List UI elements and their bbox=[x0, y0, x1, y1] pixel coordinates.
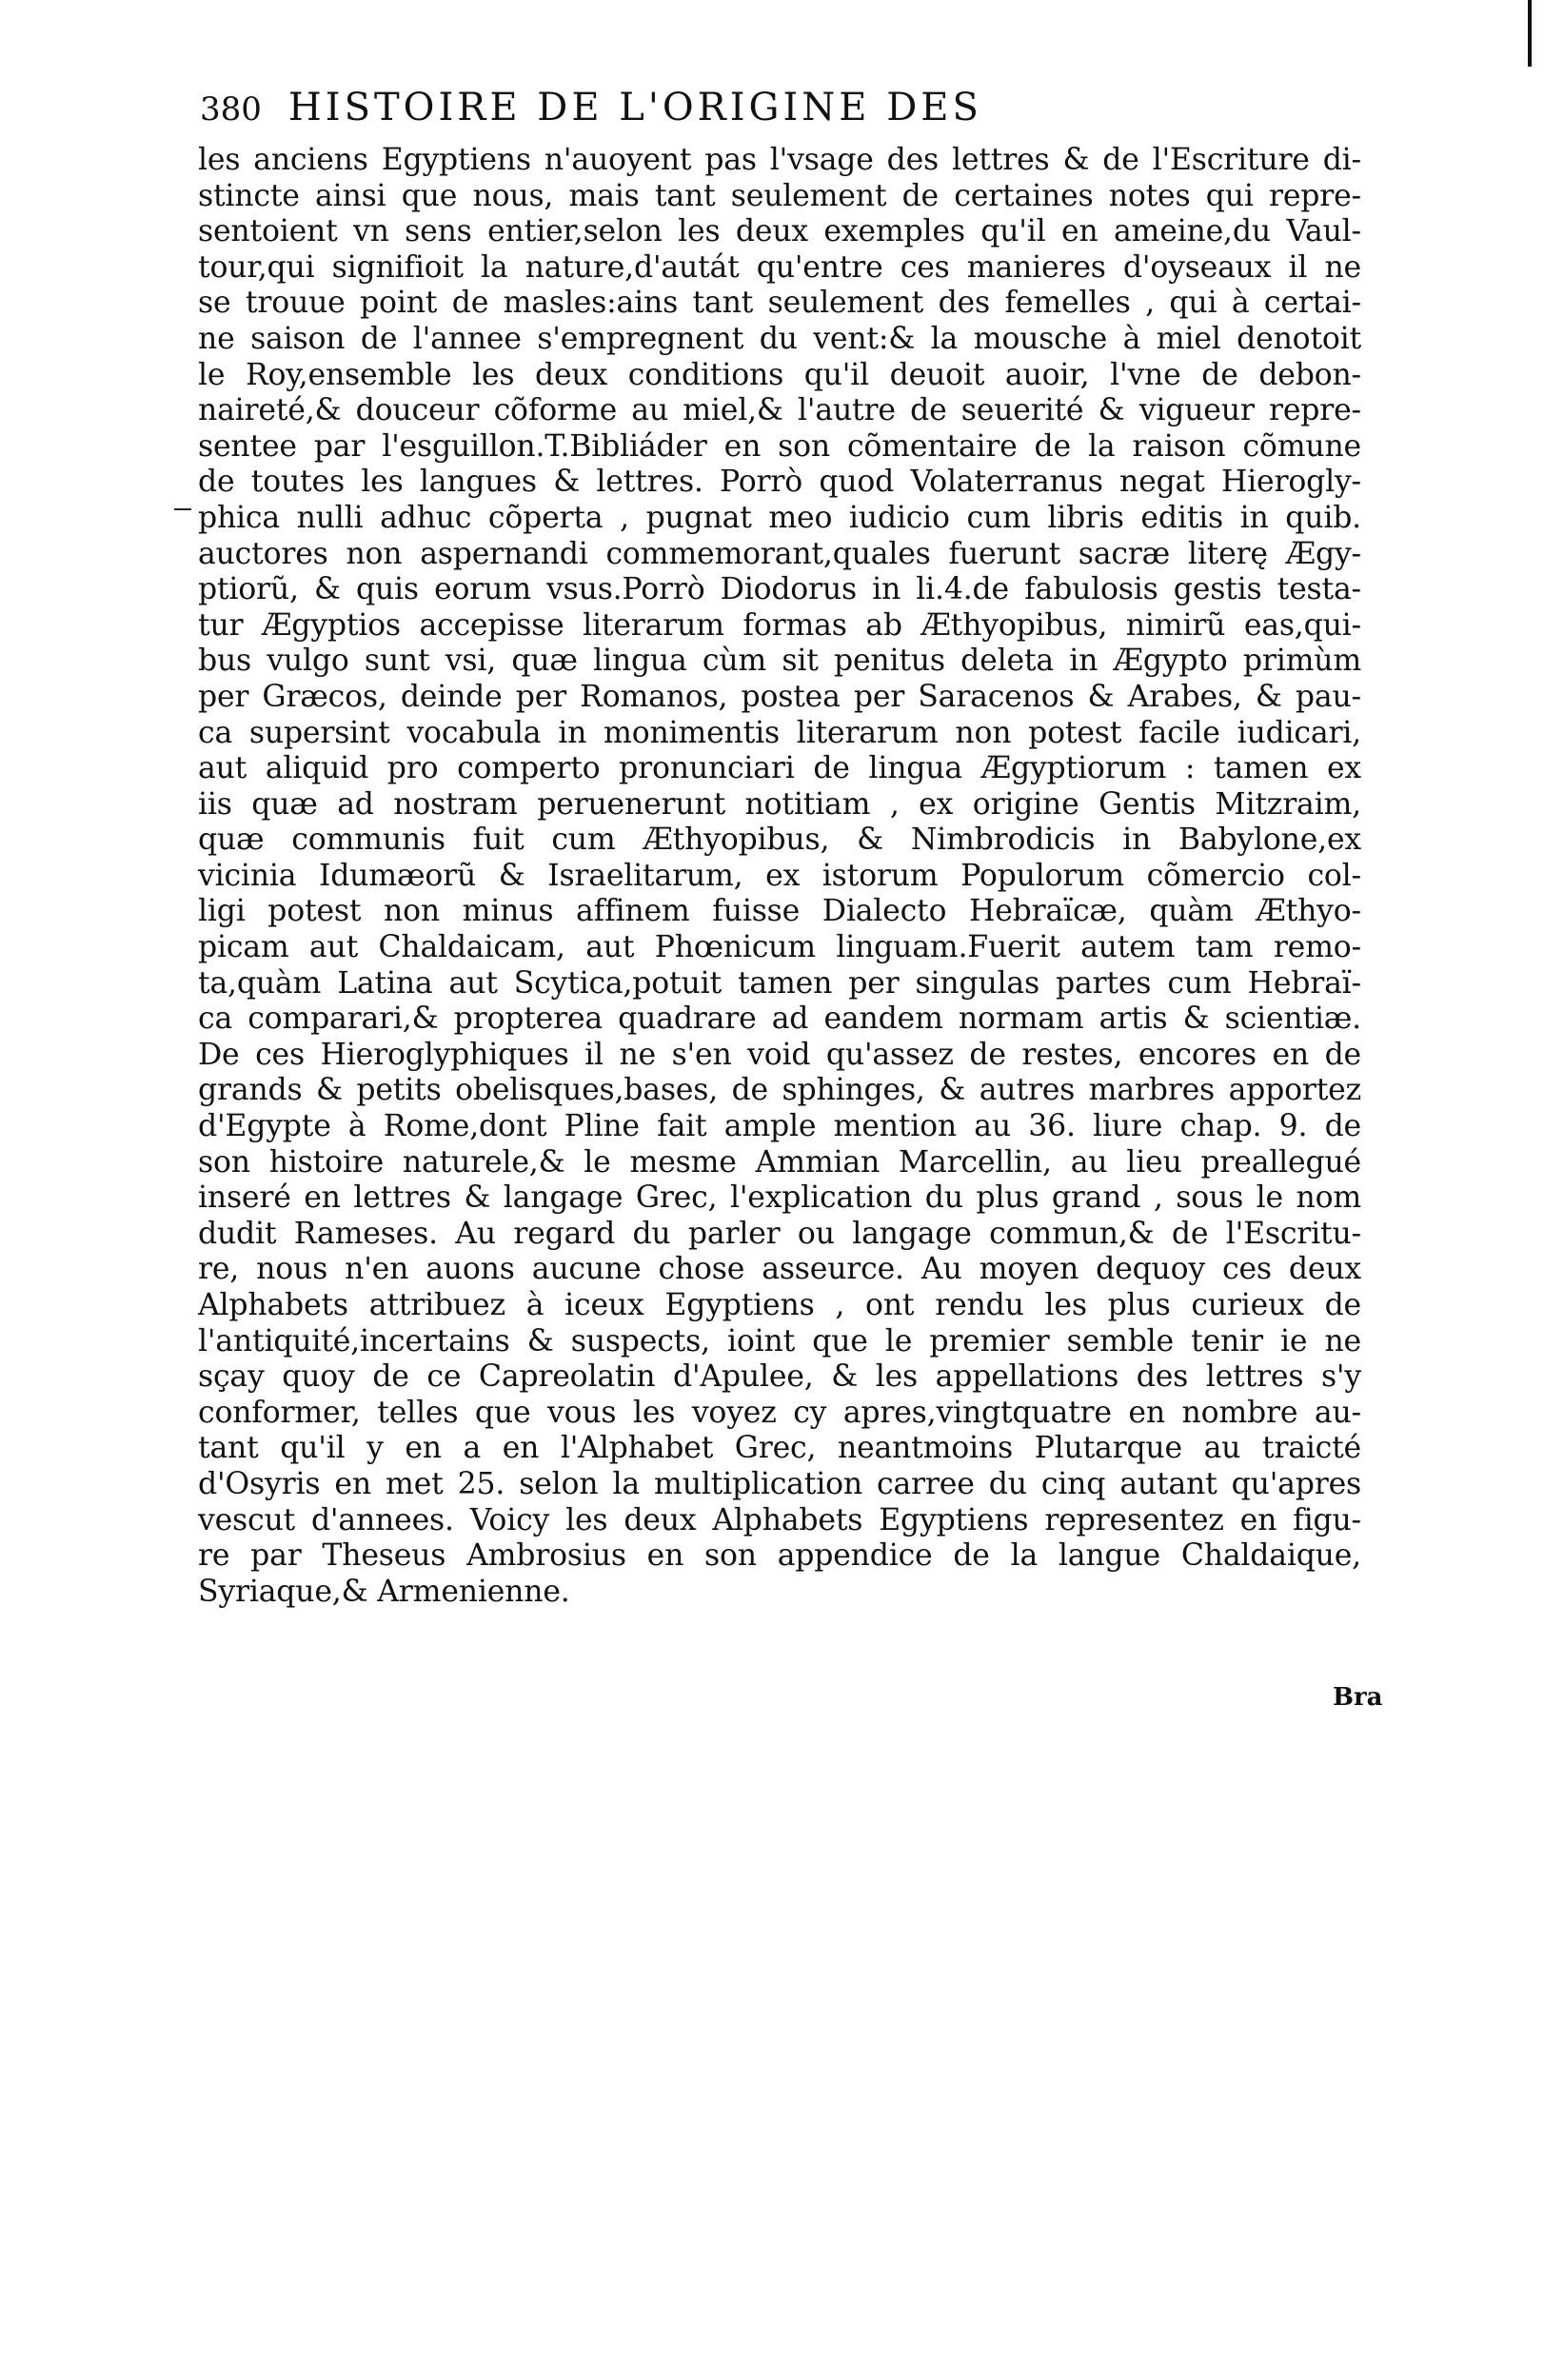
page-number: 380 bbox=[200, 90, 262, 129]
catchword: Bra bbox=[1333, 1683, 1383, 1712]
text-line: tour,qui signifioit la nature,d'autát qu'entre ces manieres d'oyseaux il ne bbox=[198, 249, 1361, 285]
text-line: ptiorũ, & quis eorum vsus.Porrò Diodorus in li.4.de fabulosis gestis testa- bbox=[198, 572, 1361, 607]
text-line: son histoire naturele,& le mesme Ammian Marcellin, au lieu preallegué bbox=[198, 1144, 1361, 1180]
running-header bbox=[200, 86, 1366, 133]
text-line: tur Ægyptios accepisse literarum formas ab Æthyopibus, nimirũ eas,qui- bbox=[198, 607, 1361, 643]
margin-mark bbox=[174, 508, 191, 510]
page-edge-rule bbox=[1528, 0, 1532, 67]
text-line: aut aliquid pro comperto pronunciari de lingua Ægyptiorum : tamen ex bbox=[198, 751, 1361, 786]
text-line: d'Egypte à Rome,dont Pline fait ample mention au 36. liure chap. 9. de bbox=[198, 1109, 1361, 1144]
text-line: inseré en lettres & langage Grec, l'explication du plus grand , sous le nom bbox=[198, 1180, 1361, 1216]
text-line: re, nous n'en auons aucune chose asseurce. Au moyen dequoy ces deux bbox=[198, 1252, 1361, 1287]
text-line: Alphabets attribuez à iceux Egyptiens , ont rendu les plus curieux de bbox=[198, 1288, 1361, 1322]
text-line: sentee par l'esguillon.T.Bibliáder en son cõmentaire de la raison cõmune bbox=[198, 428, 1361, 464]
text-line: dudit Rameses. Au regard du parler ou langage commun,& de l'Escritu- bbox=[198, 1216, 1361, 1251]
text-line: les anciens Egyptiens n'auoyent pas l'vsage des lettres & de l'Escriture di- bbox=[198, 143, 1361, 177]
text-line: re par Theseus Ambrosius en son appendice de la langue Chaldaique, bbox=[198, 1538, 1361, 1574]
text-line: sentoient vn sens entier,selon les deux exemples qu'il en ameine,du Vaul- bbox=[198, 214, 1361, 249]
text-line: ligi potest non minus affinem fuisse Dialecto Hebraïcæ, quàm Æthyo- bbox=[198, 894, 1361, 929]
text-line: ne saison de l'annee s'empregnent du vent:& la mousche à miel denotoit bbox=[198, 321, 1361, 356]
body-text bbox=[198, 143, 1361, 1610]
text-line: d'Osyris en met 25. selon la multiplication carree du cinq autant qu'apres bbox=[198, 1466, 1361, 1501]
text-line: auctores non aspernandi commemorant,quales fuerunt sacræ literę Ægy- bbox=[198, 536, 1361, 571]
text-line: per Græcos, deinde per Romanos, postea per Saracenos & Arabes, & pau- bbox=[198, 679, 1361, 714]
text-line: quæ communis fuit cum Æthyopibus, & Nimbrodicis in Babylone,ex bbox=[198, 823, 1361, 858]
text-line: naireté,& douceur cõforme au miel,& l'autre de seuerité & vigueur repre- bbox=[198, 393, 1361, 428]
text-line: conformer, telles que vous les voyez cy apres,vingtquatre en nombre au- bbox=[198, 1395, 1361, 1430]
text-line: de toutes les langues & lettres. Porrò quod Volaterranus negat Hierogly- bbox=[198, 465, 1361, 500]
text-line: se trouue point de masles:ains tant seulement des femelles , qui à certai- bbox=[198, 286, 1361, 321]
text-line: le Roy,ensemble les deux conditions qu'il deuoit auoir, l'vne de debon- bbox=[198, 357, 1361, 392]
text-line: Syriaque,& Armenienne. bbox=[198, 1574, 570, 1609]
text-line: l'antiquité,incertains & suspects, ioint que le premier semble tenir ie ne bbox=[198, 1323, 1361, 1359]
text-line: grands & petits obelisques,bases, de sphinges, & autres marbres apportez bbox=[198, 1073, 1361, 1108]
text-line: ca supersint vocabula in monimentis literarum non potest facile iudicari, bbox=[198, 715, 1361, 750]
text-line: iis quæ ad nostram peruenerunt notitiam , ex origine Gentis Mitzraim, bbox=[198, 786, 1361, 822]
text-line: tant qu'il y en a en l'Alphabet Grec, neantmoins Plutarque au traicté bbox=[198, 1431, 1361, 1466]
text-line: ca comparari,& propterea quadrare ad eandem normam artis & scientiæ. bbox=[198, 1002, 1361, 1037]
text-line: stincte ainsi que nous, mais tant seulement de certaines notes qui repre- bbox=[198, 178, 1361, 213]
text-line: bus vulgo sunt vsi, quæ lingua cùm sit penitus deleta in Ægypto primùm bbox=[198, 644, 1361, 679]
text-line: picam aut Chaldaicam, aut Phœnicum linguam.Fuerit autem tam remo- bbox=[198, 930, 1361, 965]
running-title: HISTOIRE DE L'ORIGINE DES bbox=[287, 86, 982, 129]
text-line: De ces Hieroglyphiques il ne s'en void qu'assez de restes, encores en de bbox=[198, 1037, 1361, 1072]
text-line: vescut d'annees. Voicy les deux Alphabets Egyptiens representez en figu- bbox=[198, 1502, 1361, 1537]
text-line: vicinia Idumæorũ & Israelitarum, ex istorum Populorum cõmercio col- bbox=[198, 858, 1361, 893]
text-line: ta,quàm Latina aut Scytica,potuit tamen per singulas partes cum Hebraï- bbox=[198, 965, 1361, 1001]
text-line: phica nulli adhuc cõperta , pugnat meo iudicio cum libris editis in quib. bbox=[198, 500, 1361, 535]
text-line: sçay quoy de ce Capreolatin d'Apulee, & les appellations des lettres s'y bbox=[198, 1359, 1361, 1395]
